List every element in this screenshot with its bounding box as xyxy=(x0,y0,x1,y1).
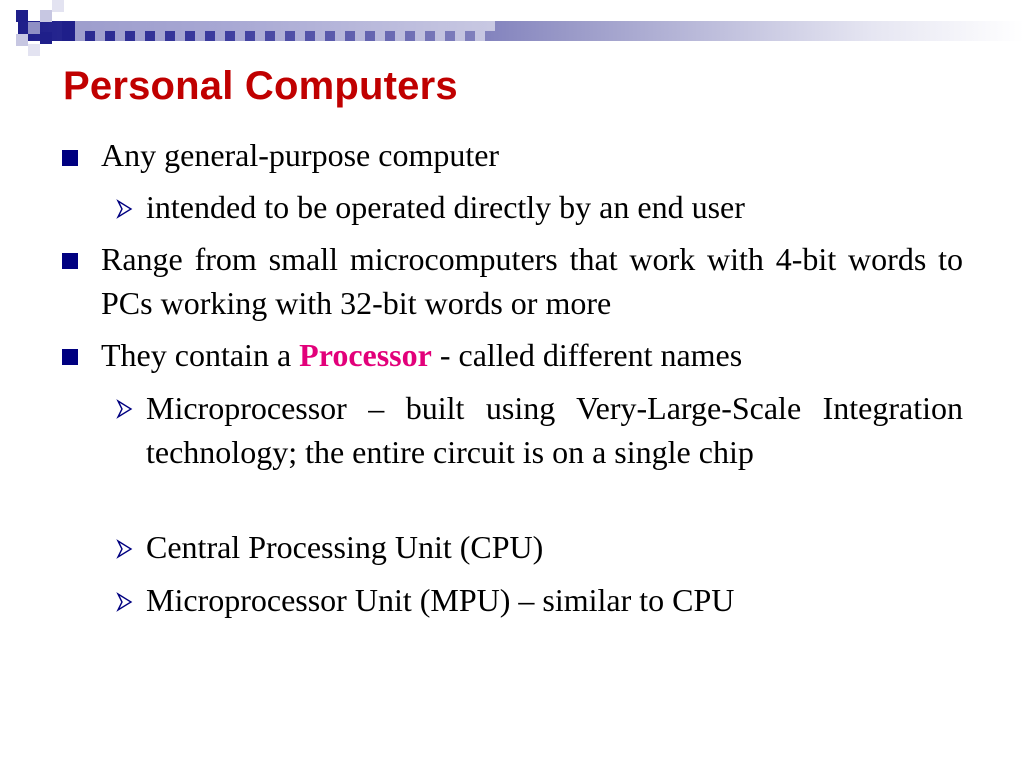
arrow-bullet-icon xyxy=(115,591,135,613)
sub-bullet-item-3-3: Microprocessor Unit (MPU) – similar to CPU xyxy=(146,582,735,618)
slide-title: Personal Computers xyxy=(63,64,458,108)
processor-highlight: Processor xyxy=(299,337,432,373)
square-bullet-icon xyxy=(62,150,78,166)
bullet-item-1: Any general-purpose computer xyxy=(101,137,500,173)
header-checker-pattern-2 xyxy=(75,21,495,31)
square-bullet-icon xyxy=(62,349,78,365)
arrow-bullet-icon xyxy=(115,198,135,220)
bullet-item-3-text-before: They contain a xyxy=(101,337,300,373)
arrow-bullet-icon xyxy=(115,538,135,560)
square-bullet-icon xyxy=(62,253,78,269)
bullet-item-3-text-after: - called different names xyxy=(431,337,743,373)
bullet-item-3 xyxy=(101,333,963,377)
bullet-item-2: Range from small microcomputers that work with 4-bit words to PCs working with 32-bit words or more xyxy=(101,241,963,321)
arrow-bullet-icon xyxy=(115,398,135,420)
sub-bullet-item-3-1: Microprocessor – built using Very-Large-Scale Integration technology; the entire circuit is on a single chip xyxy=(146,390,963,470)
sub-bullet-item-1-1: intended to be operated directly by an end user xyxy=(146,189,745,225)
sub-bullet-item-3-2: Central Processing Unit (CPU) xyxy=(146,529,544,565)
